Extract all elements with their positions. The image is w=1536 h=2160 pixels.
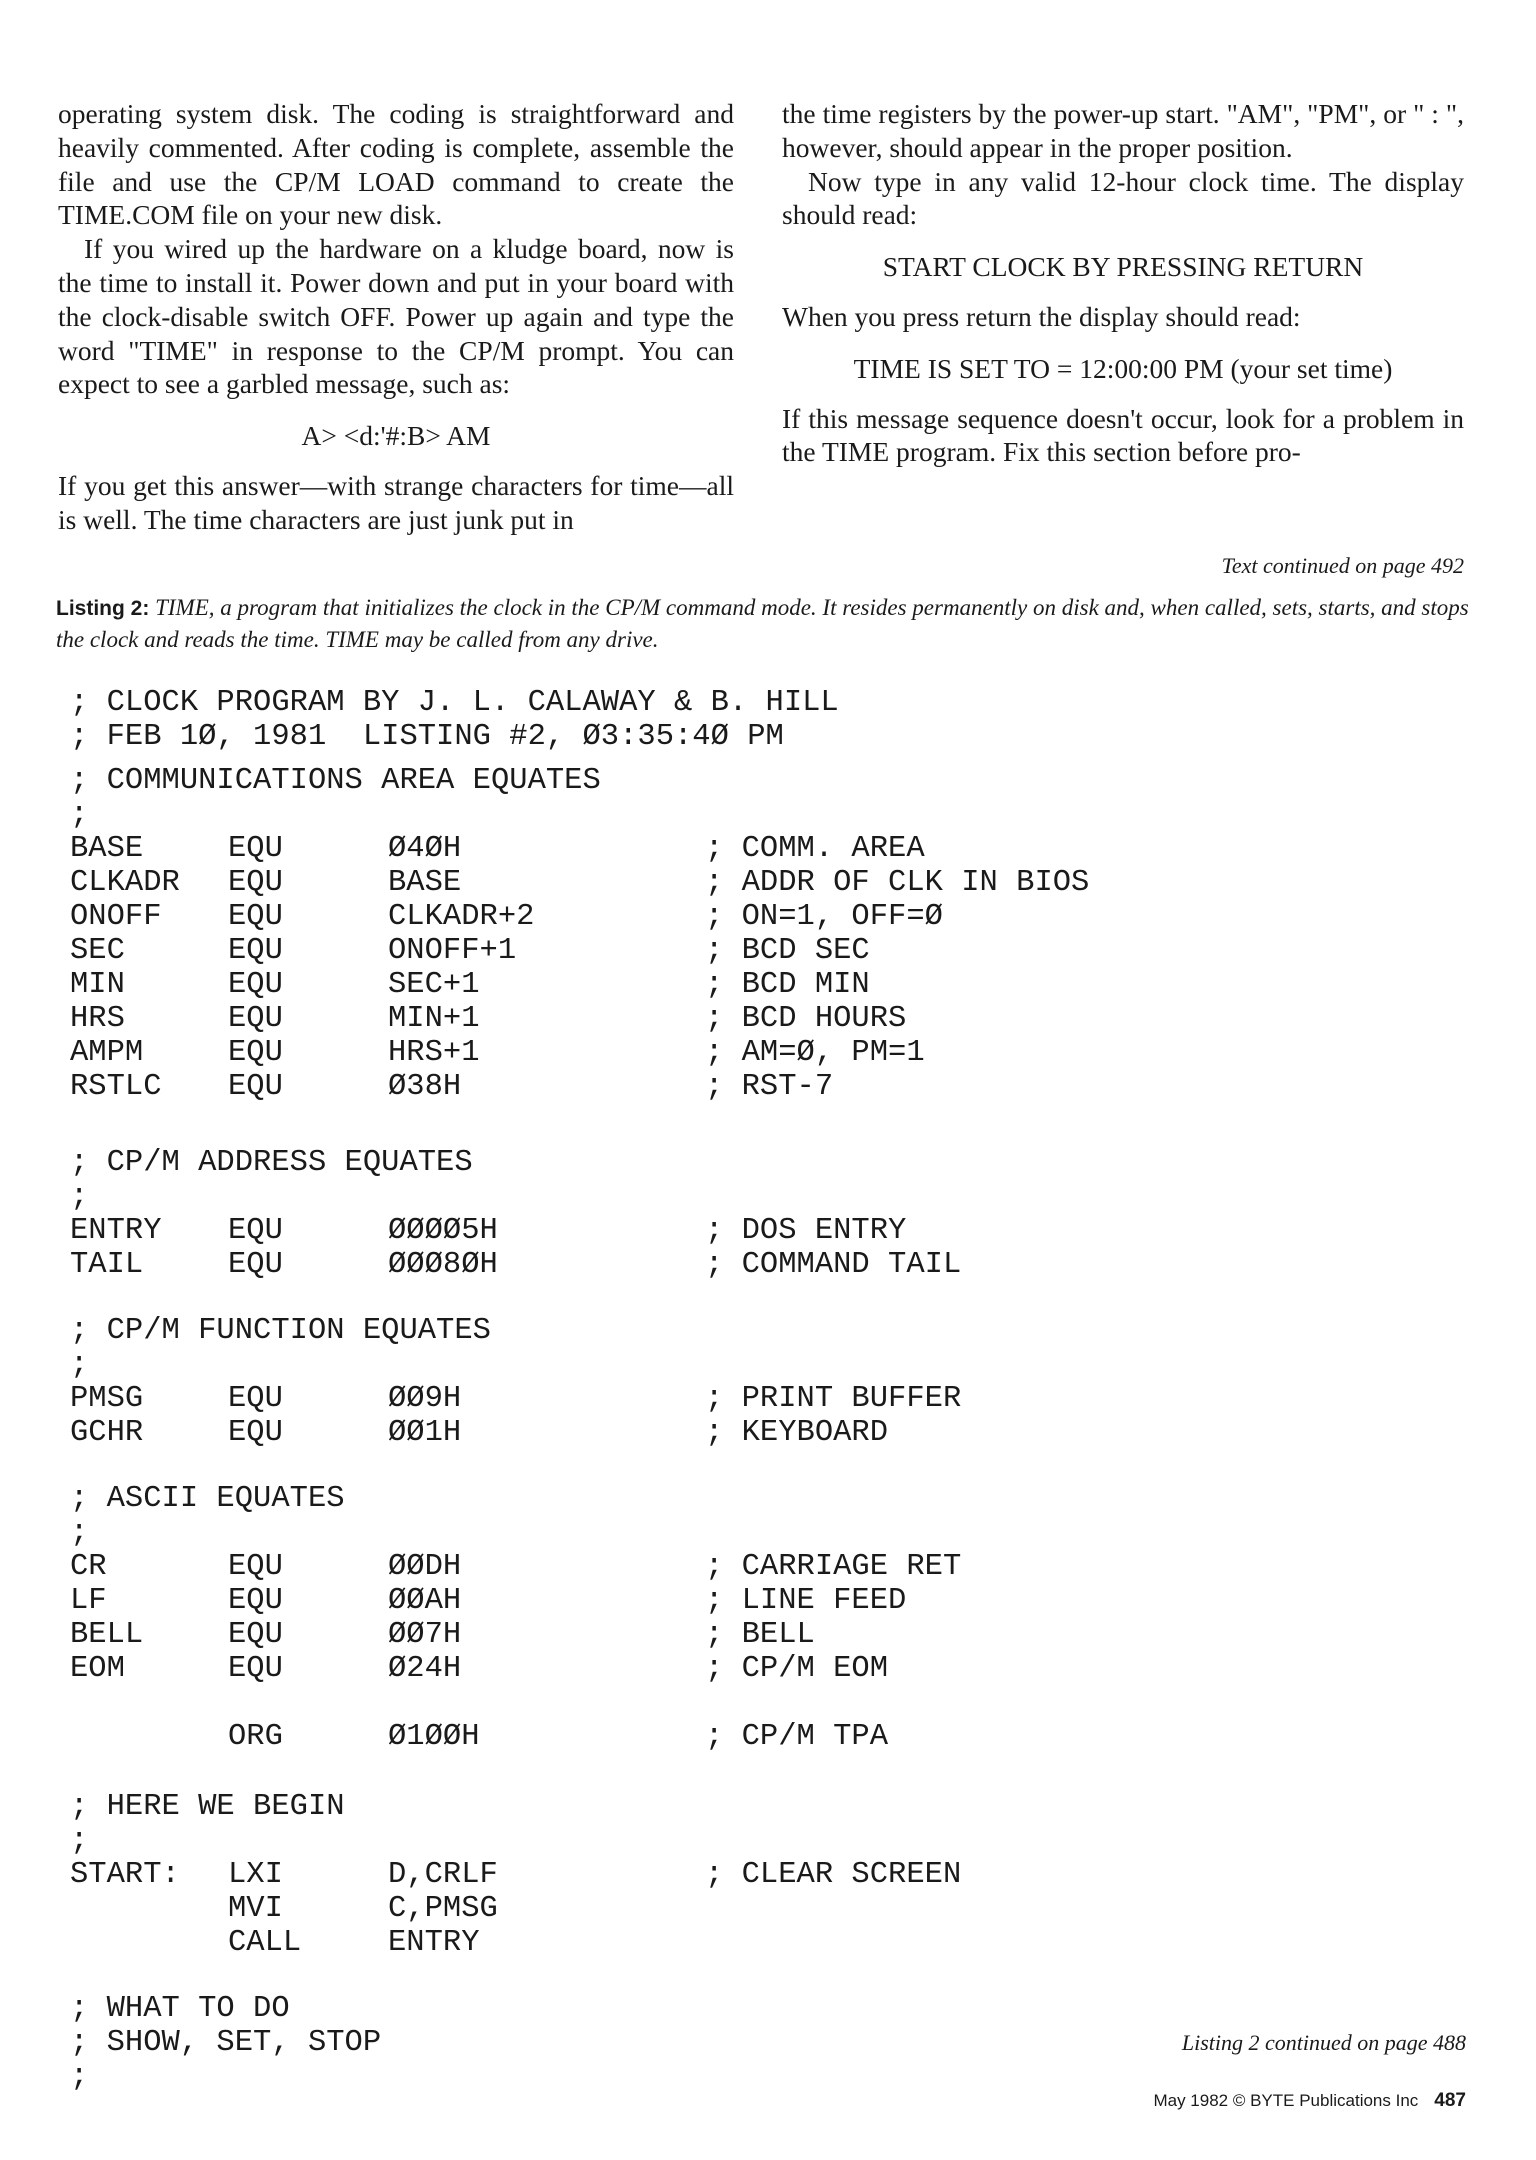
code-line: AMPM	[70, 1036, 144, 1070]
code-comment: ; DOS ENTRY	[705, 1214, 907, 1248]
paragraph: When you press return the display should read:	[782, 300, 1301, 332]
code-line: LF	[70, 1584, 107, 1618]
code-line: D,CRLF	[388, 1858, 498, 1892]
code-line: ØØØ8ØH	[388, 1248, 498, 1282]
code-line: GCHR	[70, 1416, 144, 1450]
code-line: EQU	[228, 1036, 283, 1070]
code-line: Ø38H	[388, 1070, 462, 1104]
paragraph: If you get this answer—with strange characters for time—all is well. The time characters are just junk put in	[58, 469, 734, 535]
code-line: ; ASCII EQUATES	[70, 1482, 345, 1516]
paragraph: If this message sequence doesn't occur, look for a problem in the TIME program. Fix this section before pro-	[782, 402, 1464, 468]
page-number: 487	[1434, 2090, 1466, 2111]
code-line: ; CP/M FUNCTION EQUATES	[70, 1314, 491, 1348]
code-line: ORG	[228, 1720, 283, 1754]
code-line: Ø24H	[388, 1652, 462, 1686]
code-line: CALL	[228, 1926, 302, 1960]
code-line: LXI	[228, 1858, 283, 1892]
text-column-right	[782, 97, 1464, 469]
code-line: ;	[70, 1516, 89, 1550]
listing-continued-note: Listing 2 continued on page 488	[1181, 2030, 1466, 2055]
code-comment: ; CLEAR SCREEN	[705, 1858, 962, 1892]
code-line: ; CP/M ADDRESS EQUATES	[70, 1146, 473, 1180]
code-line: HRS	[70, 1002, 125, 1036]
code-comment: ; BCD HOURS	[705, 1002, 907, 1036]
code-line: EQU	[228, 1652, 283, 1686]
text-continued-note: Text continued on page 492	[1221, 553, 1464, 578]
code-line: ØØDH	[388, 1550, 462, 1584]
code-line: ; FEB 1Ø, 1981 LISTING #2, Ø3:35:4Ø PM	[70, 720, 784, 754]
code-line: CLKADR	[70, 866, 180, 900]
code-line: EQU	[228, 1416, 283, 1450]
paragraph: the time registers by the power-up start. "AM", "PM", or " : ", however, should appear in the proper position.	[782, 98, 1464, 163]
code-line: EQU	[228, 1002, 283, 1036]
code-line: TAIL	[70, 1248, 144, 1282]
code-line: ØØAH	[388, 1584, 462, 1618]
code-line: ;	[70, 1180, 89, 1214]
paragraph: Now type in any valid 12-hour clock time. The display should read:	[782, 165, 1464, 231]
footer-credit: May 1982 © BYTE Publications Inc	[1153, 2091, 1419, 2110]
code-line: EQU	[228, 1550, 283, 1584]
code-comment: ; KEYBOARD	[705, 1416, 889, 1450]
code-line: START:	[70, 1858, 180, 1892]
code-line: EQU	[228, 900, 283, 934]
code-line: MIN+1	[388, 1002, 480, 1036]
code-line: MVI	[228, 1892, 283, 1926]
code-line: EQU	[228, 1248, 283, 1282]
code-line: EQU	[228, 1214, 283, 1248]
code-line: ; COMMUNICATIONS AREA EQUATES	[70, 764, 601, 798]
code-line: PMSG	[70, 1382, 144, 1416]
code-comment: ; RST-7	[705, 1070, 834, 1104]
code-line: ;	[70, 1824, 89, 1858]
code-line: ; HERE WE BEGIN	[70, 1790, 345, 1824]
paragraph: operating system disk. The coding is straightforward and heavily commented. After coding is complete, assemble the file and use the CP/M LOAD command to create the TIME.COM file on your new disk.	[58, 98, 734, 231]
code-line: RSTLC	[70, 1070, 162, 1104]
display-message: TIME IS SET TO = 12:00:00 PM (your set time)	[853, 352, 1393, 384]
code-line: EQU	[228, 1618, 283, 1652]
garbled-message: A> <d:'#:B> AM	[301, 420, 491, 452]
code-line: EQU	[228, 1584, 283, 1618]
code-line: EOM	[70, 1652, 125, 1686]
code-line: ; WHAT TO DO	[70, 1992, 290, 2026]
code-line: ;	[70, 798, 89, 832]
code-comment: ; CARRIAGE RET	[705, 1550, 962, 1584]
listing-caption	[56, 592, 1476, 655]
code-comment: ; COMM. AREA	[705, 832, 925, 866]
code-line: ENTRY	[70, 1214, 162, 1248]
code-line: HRS+1	[388, 1036, 480, 1070]
code-line: ØØØØ5H	[388, 1214, 498, 1248]
code-comment: ; LINE FEED	[705, 1584, 907, 1618]
code-line: CR	[70, 1550, 107, 1584]
code-line: C,PMSG	[388, 1892, 498, 1926]
code-comment: ; BCD MIN	[705, 968, 870, 1002]
code-comment: ; BELL	[705, 1618, 815, 1652]
code-line: SEC	[70, 934, 125, 968]
code-line: ONOFF	[70, 900, 162, 934]
code-comment: ; PRINT BUFFER	[705, 1382, 962, 1416]
code-line: EQU	[228, 832, 283, 866]
code-line: EQU	[228, 1070, 283, 1104]
page-footer	[1153, 2090, 1466, 2112]
caption-text: TIME, a program that initializes the clock in the CP/M command mode. It resides permanently on disk and, when called, sets, starts, and stops the clock and reads the time. TIME may be called from any drive.	[56, 595, 1469, 652]
code-line: MIN	[70, 968, 125, 1002]
code-line: ØØ1H	[388, 1416, 462, 1450]
code-line: EQU	[228, 934, 283, 968]
display-message: START CLOCK BY PRESSING RETURN	[882, 251, 1364, 283]
code-comment: ; CP/M EOM	[705, 1652, 889, 1686]
code-comment: ; CP/M TPA	[705, 1720, 889, 1754]
code-comment: ; COMMAND TAIL	[705, 1248, 962, 1282]
code-line: ;	[70, 1348, 89, 1382]
code-line: Ø1ØØH	[388, 1720, 480, 1754]
code-line: ;	[70, 2060, 89, 2094]
code-comment: ; AM=Ø, PM=1	[705, 1036, 925, 1070]
caption-label: Listing 2:	[56, 597, 150, 620]
code-line: ENTRY	[388, 1926, 480, 1960]
code-line: BELL	[70, 1618, 144, 1652]
code-line: Ø4ØH	[388, 832, 462, 866]
code-line: ONOFF+1	[388, 934, 517, 968]
code-line: ØØ9H	[388, 1382, 462, 1416]
code-line: EQU	[228, 1382, 283, 1416]
code-line: SEC+1	[388, 968, 480, 1002]
code-line: BASE	[388, 866, 462, 900]
code-line: ; SHOW, SET, STOP	[70, 2026, 382, 2060]
code-line: EQU	[228, 866, 283, 900]
code-comment: ; BCD SEC	[705, 934, 870, 968]
paragraph: If you wired up the hardware on a kludge board, now is the time to install it. Power down and put in your board with the clock-disable switch OFF. Power up again and type the word "TIME" in response to the CP/M prompt. You can expect to see a garbled message, such as:	[58, 233, 734, 400]
code-comment: ; ON=1, OFF=Ø	[705, 900, 943, 934]
code-line: CLKADR+2	[388, 900, 535, 934]
code-line: BASE	[70, 832, 144, 866]
code-comment: ; ADDR OF CLK IN BIOS	[705, 866, 1090, 900]
code-line: ; CLOCK PROGRAM BY J. L. CALAWAY & B. HILL	[70, 686, 839, 720]
code-line: ØØ7H	[388, 1618, 462, 1652]
code-line: EQU	[228, 968, 283, 1002]
text-column-left	[58, 97, 734, 537]
